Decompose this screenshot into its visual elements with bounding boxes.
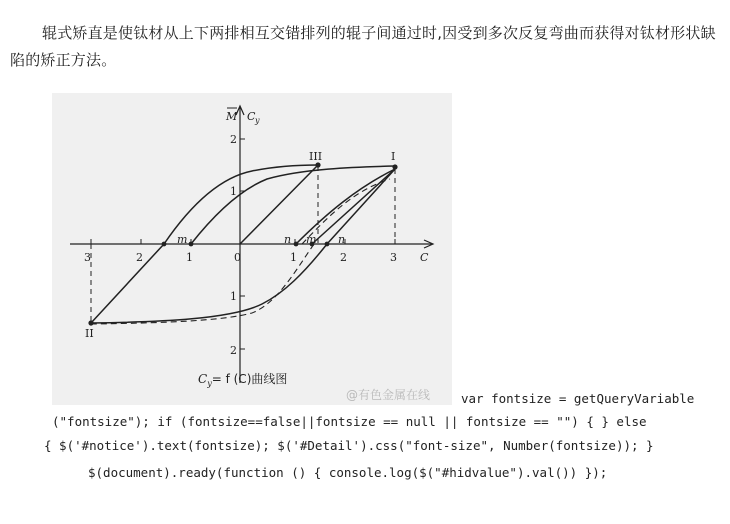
point-I bbox=[392, 164, 397, 169]
code-line-3: { $('#notice').text(fontsize); $('#Detail').css("font-size", Number(fontsize)); } bbox=[44, 438, 654, 453]
label-I: I bbox=[391, 150, 396, 163]
curve-figure bbox=[52, 93, 452, 405]
point-III bbox=[315, 162, 320, 167]
y-axis-label-sub: y bbox=[255, 116, 260, 125]
paragraph-text: 辊式矫直是使钛材从上下两排相互交错排列的辊子间通过时,因受到多次反复弯曲而获得对钛材形状缺陷的矫正方法。 bbox=[10, 24, 716, 69]
label-m-right: m bbox=[306, 233, 317, 246]
point-m-left-a bbox=[162, 242, 167, 247]
cy-fc-diagram bbox=[52, 93, 452, 405]
code-line-2: ("fontsize"); if (fontsize==false||fontsize == null || fontsize == "") { } else bbox=[52, 414, 647, 429]
x-tick-label: 3 bbox=[390, 251, 397, 264]
x-tick-label: 2 bbox=[136, 251, 143, 264]
x-axis-label: C bbox=[420, 251, 429, 264]
label-III: III bbox=[309, 150, 323, 163]
label-m-left: m bbox=[177, 233, 188, 246]
label-II: II bbox=[85, 327, 94, 340]
curve-m-to-I bbox=[191, 166, 395, 244]
y-tick-label: 2 bbox=[230, 133, 237, 146]
figure-caption: $C_y= f$ (C)曲线图 bbox=[198, 372, 288, 388]
x-tick-label: 1 bbox=[290, 251, 297, 264]
body-paragraph bbox=[10, 20, 722, 74]
point-n-a bbox=[294, 242, 299, 247]
point-m-left-b bbox=[189, 242, 194, 247]
point-n-b bbox=[325, 242, 330, 247]
y-tick-label: 2 bbox=[230, 344, 237, 357]
x-tick-label: 3 bbox=[84, 251, 91, 264]
x-tick-label: 1 bbox=[186, 251, 193, 264]
y-tick-label: 1 bbox=[230, 290, 237, 303]
line-I-to-m bbox=[312, 169, 395, 244]
label-n-right: n bbox=[338, 233, 346, 246]
y-tick-label: 1 bbox=[230, 185, 237, 198]
y-axis-label-m: M bbox=[226, 110, 238, 123]
point-II bbox=[88, 320, 93, 325]
code-line-4: $(document).ready(function () { console.log($("#hidvalue").val()) }); bbox=[88, 465, 608, 480]
watermark: @有色金属在线 bbox=[346, 388, 431, 402]
code-line-1: var fontsize = getQueryVariable bbox=[461, 391, 695, 406]
y-axis-label-c: C bbox=[247, 110, 256, 123]
label-n-left: n bbox=[284, 233, 292, 246]
x-tick-label: 2 bbox=[340, 251, 347, 264]
dashed-curve-lower bbox=[92, 244, 314, 324]
x-tick-label: 0 bbox=[234, 251, 241, 264]
